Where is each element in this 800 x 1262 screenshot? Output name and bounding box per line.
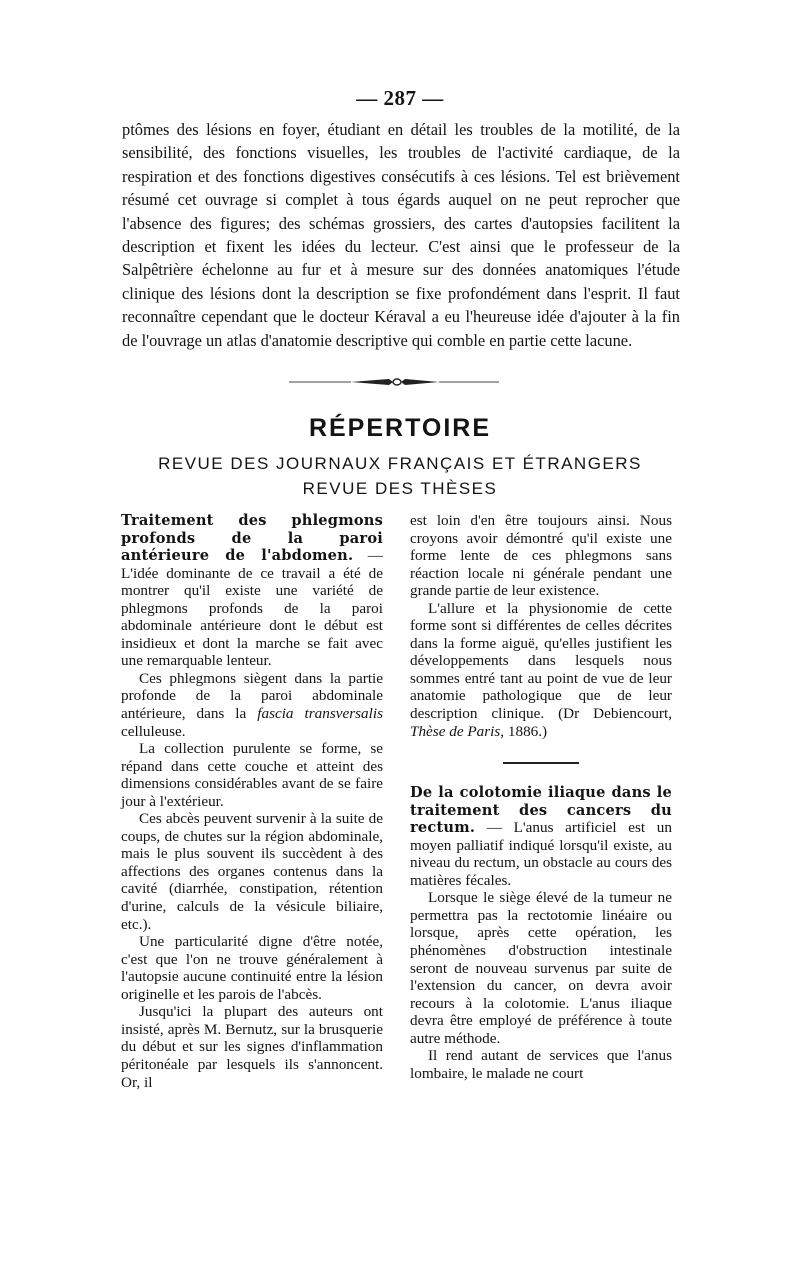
article-phlegmons-paragraph-3: La collection purulente se forme, se répand dans cette couche et atteint des dimensions considérables avant de se faire jour à l'extérieur.	[121, 740, 383, 810]
p8-italic-thesis: Thèse de Paris	[410, 722, 501, 740]
ornament-divider	[289, 374, 499, 390]
article-phlegmons-paragraph-5: Une particularité digne d'être notée, c'est que l'on ne trouve généralement à l'autopsie aucune continuité entre la lésion originelle et les parois de l'abcès.	[121, 933, 383, 1003]
p8-text-before: L'allure et la physionomie de cette forme sont si différentes de celles décrites dans la forme aiguë, qu'elles justifient les développements dans lesquels nous sommes entré tant au point de vue de leur anatomie pathologique que de leur description clinique. (Dr Debiencourt,	[410, 599, 672, 723]
intro-paragraph: ptômes des lésions en foyer, étudiant en détail les troubles de la motilité, de la sensibilité, des fonctions visuelles, les troubles de l'activité cardiaque, de la respiration et des fonctions digestives consécutifs à ces lésions. Tel est brièvement résumé cet ouvrage si complet à tous égards auquel on ne peut reprocher que l'absence des figures; des schémas grossiers, des cartes d'autopsies facilitent la description et fixent les idées du lecteur. C'est ainsi que le professeur de la Salpêtrière échelonne au fur et à mesure sur des données anatomiques l'étude clinique des lésions dont la description se fixe profondément dans l'esprit. Il faut reconnaître cependant que le docteur Kéraval a eu l'heureuse idée d'ajouter à la fin de l'ouvrage un atlas d'anatomie descriptive qui comble en partie cette lacune.	[122, 120, 680, 350]
p2-text-before: Ces phlegmons siègent dans la partie profonde de la paroi abdominale antérieure, dans la	[121, 669, 383, 723]
p2-text-after: celluleuse.	[121, 722, 186, 740]
article-phlegmons-lead-text: — L'idée dominante de ce travail a été de montrer qu'il existe une variété de phlegmons profonds de la paroi abdominale antérieure dont le début est insidieux et dont la marche se fait avec une remarquable lenteur.	[121, 547, 383, 670]
article-phlegmons-paragraph-8	[410, 600, 672, 740]
article-colotomie-title: De la colotomie iliaque dans le traitement des cancers du rectum.	[410, 784, 672, 837]
article-colotomie-lead-text: — L'anus artificiel est un moyen palliatif indiqué lorsqu'il existe, au niveau du rectum, un obstacle au cours des matières fécales.	[410, 819, 672, 889]
column-left	[121, 512, 383, 1091]
article-colotomie-paragraph-3: Il rend autant de services que l'anus lombaire, le malade ne court	[410, 1047, 672, 1082]
section-subtitle-journaux: REVUE DES JOURNAUX FRANÇAIS ET ÉTRANGERS	[158, 454, 642, 473]
p2-italic-term: fascia transversalis	[257, 705, 383, 723]
article-phlegmons-paragraph-4: Ces abcès peuvent survenir à la suite de coups, de chutes sur la région abdominale, mais le plus souvent ils succèdent à des affections des organes contenus dans la cavité (diarrhée, constipation, rétention d'urine, calculs de la vésicule biliaire, etc.).	[121, 810, 383, 933]
article-separator	[503, 762, 579, 764]
section-title: RÉPERTOIRE	[308, 414, 492, 442]
section-subtitle-theses: REVUE DES THÈSES	[302, 479, 498, 498]
ornament-spear-right	[401, 379, 439, 385]
article-colotomie-lead	[410, 784, 672, 889]
p8-text-after: , 1886.)	[500, 722, 548, 740]
page-number: — 287 —	[356, 86, 444, 110]
ornament-ring	[393, 379, 401, 385]
article-phlegmons-title: Traitement des phlegmons profonds de la paroi antérieure de l'abdomen.	[121, 512, 383, 565]
article-phlegmons-paragraph-7: est loin d'en être toujours ainsi. Nous croyons avoir démontré qu'il existe une forme lente de ces phlegmons sans réaction locale ni générale pendant une grande partie de leur existence.	[410, 512, 672, 600]
article-phlegmons-paragraph-6: Jusqu'ici la plupart des auteurs ont insisté, après M. Bernutz, sur la brusquerie du début et sur les signes d'inflammation péritonéale par lesquels ils s'annoncent. Or, il	[121, 1003, 383, 1091]
column-right	[410, 512, 672, 1082]
article-phlegmons-lead	[121, 512, 383, 670]
article-colotomie-paragraph-2: Lorsque le siège élevé de la tumeur ne permettra pas la rectotomie linéaire ou lorsque, après cette opération, les phénomènes d'obstruction intestinale seront de nouveau survenus par suite de l'extension du cancer, on devra avoir recours à la colotomie. L'anus iliaque devra être employé de préférence à toute autre méthode.	[410, 889, 672, 1047]
article-phlegmons-paragraph-2	[121, 670, 383, 740]
ornament-spear-left	[351, 379, 393, 385]
